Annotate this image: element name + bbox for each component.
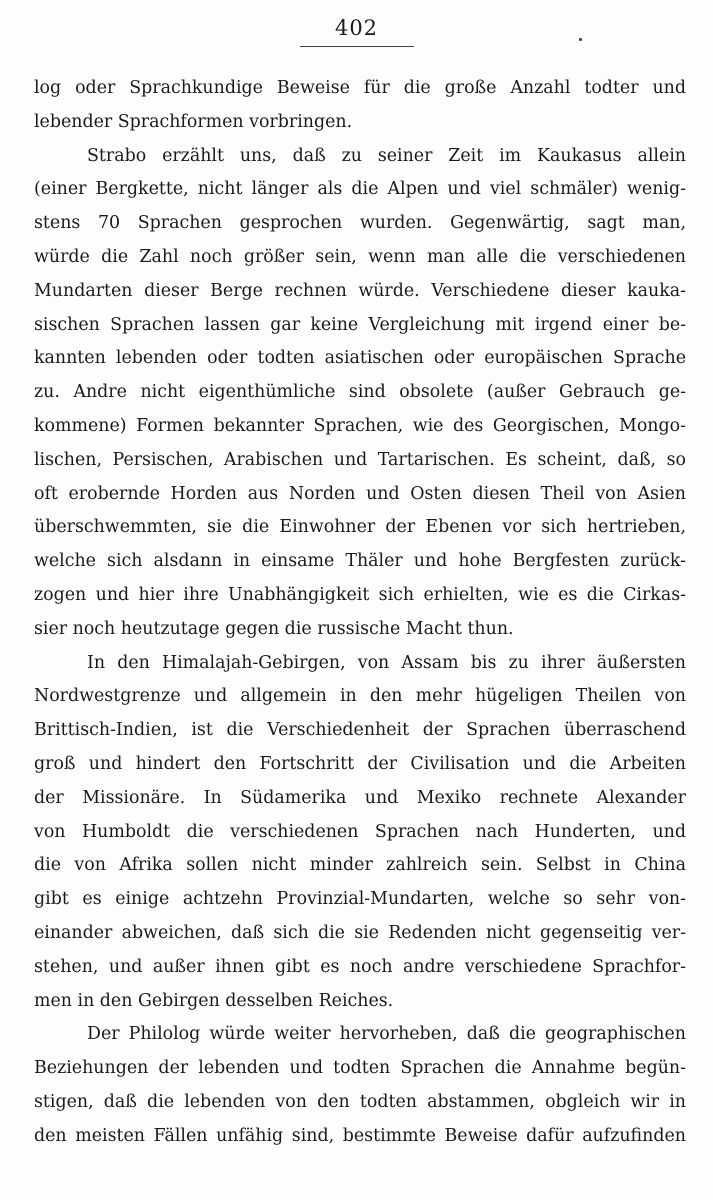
text-line: kannten lebenden oder todten asiatischen oder europäischen Sprache [34,348,686,369]
text-line: der Missionäre. In Südamerika und Mexiko rechnete Alexander [34,787,686,808]
text-line: Beziehungen der lebenden und todten Sprachen die Annahme begün- [34,1058,686,1079]
text-line: In den Himalajah-Gebirgen, von Assam bis zu ihrer äußersten [87,652,686,673]
text-line: Brittisch-Indien, ist die Verschiedenheit der Sprachen überraschend [34,720,686,741]
text-line: (einer Bergkette, nicht länger als die Alpen und viel schmäler) wenig- [34,179,686,200]
text-line: men in den Gebirgen desselben Reiches. [34,990,394,1011]
text-line: groß und hindert den Fortschritt der Civilisation und die Arbeiten [34,753,686,774]
text-line: Nordwestgrenze und allgemein in den mehr hügeligen Theilen von [34,686,686,707]
text-line: würde die Zahl noch größer sein, wenn man alle die verschiedenen [34,246,686,267]
text-line: stehen, und außer ihnen gibt es noch andre verschiedene Sprachfor- [34,956,686,977]
text-line: überschwemmten, sie die Einwohner der Ebenen vor sich hertrieben, [34,517,686,538]
text-line: oft erobernde Horden aus Norden und Osten diesen Theil von Asien [34,483,686,504]
text-line: lebender Sprachformen vorbringen. [34,111,353,132]
text-line: zu. Andre nicht eigenthümliche sind obsolete (außer Gebrauch ge- [34,382,686,403]
text-line: sischen Sprachen lassen gar keine Vergleichung mit irgend einer be- [34,314,686,335]
header-rule [300,46,414,47]
text-line: sier noch heutzutage gegen die russische Macht thun. [34,618,514,639]
text-line: log oder Sprachkundige Beweise für die große Anzahl todter und [34,78,686,98]
page-number: 402 [334,16,379,40]
body-text [34,72,686,1154]
text-line: welche sich alsdann in einsame Thäler und hohe Bergfesten zurück- [34,551,686,572]
text-line: einander abweichen, daß sich die sie Redenden nicht gegenseitig ver- [34,922,686,943]
text-line: zogen und hier ihre Unabhängigkeit sich erhielten, wie es die Cirkas- [34,584,686,605]
print-speck [579,38,582,41]
text-line: Der Philolog würde weiter hervorheben, daß die geographischen [87,1024,686,1045]
text-line: gibt es einige achtzehn Provinzial-Mundarten, welche so sehr von- [34,889,686,910]
text-line: Strabo erzählt uns, daß zu seiner Zeit im Kaukasus allein [87,145,686,166]
text-line: die von Afrika sollen nicht minder zahlreich sein. Selbst in China [34,855,686,876]
text-line: kommene) Formen bekannter Sprachen, wie des Georgischen, Mongo- [34,415,686,436]
text-line: von Humboldt die verschiedenen Sprachen nach Hunderten, und [34,821,686,842]
text-line: Mundarten dieser Berge rechnen würde. Verschiedene dieser kauka- [34,280,686,301]
text-line: lischen, Persischen, Arabischen und Tartarischen. Es scheint, daß, so [34,449,686,470]
text-line: den meisten Fällen unfähig sind, bestimmte Beweise dafür aufzufinden [34,1125,686,1146]
text-line: stens 70 Sprachen gesprochen wurden. Gegenwärtig, sagt man, [34,213,686,234]
text-line: stigen, daß die lebenden von den todten abstammen, obgleich wir in [34,1091,686,1112]
